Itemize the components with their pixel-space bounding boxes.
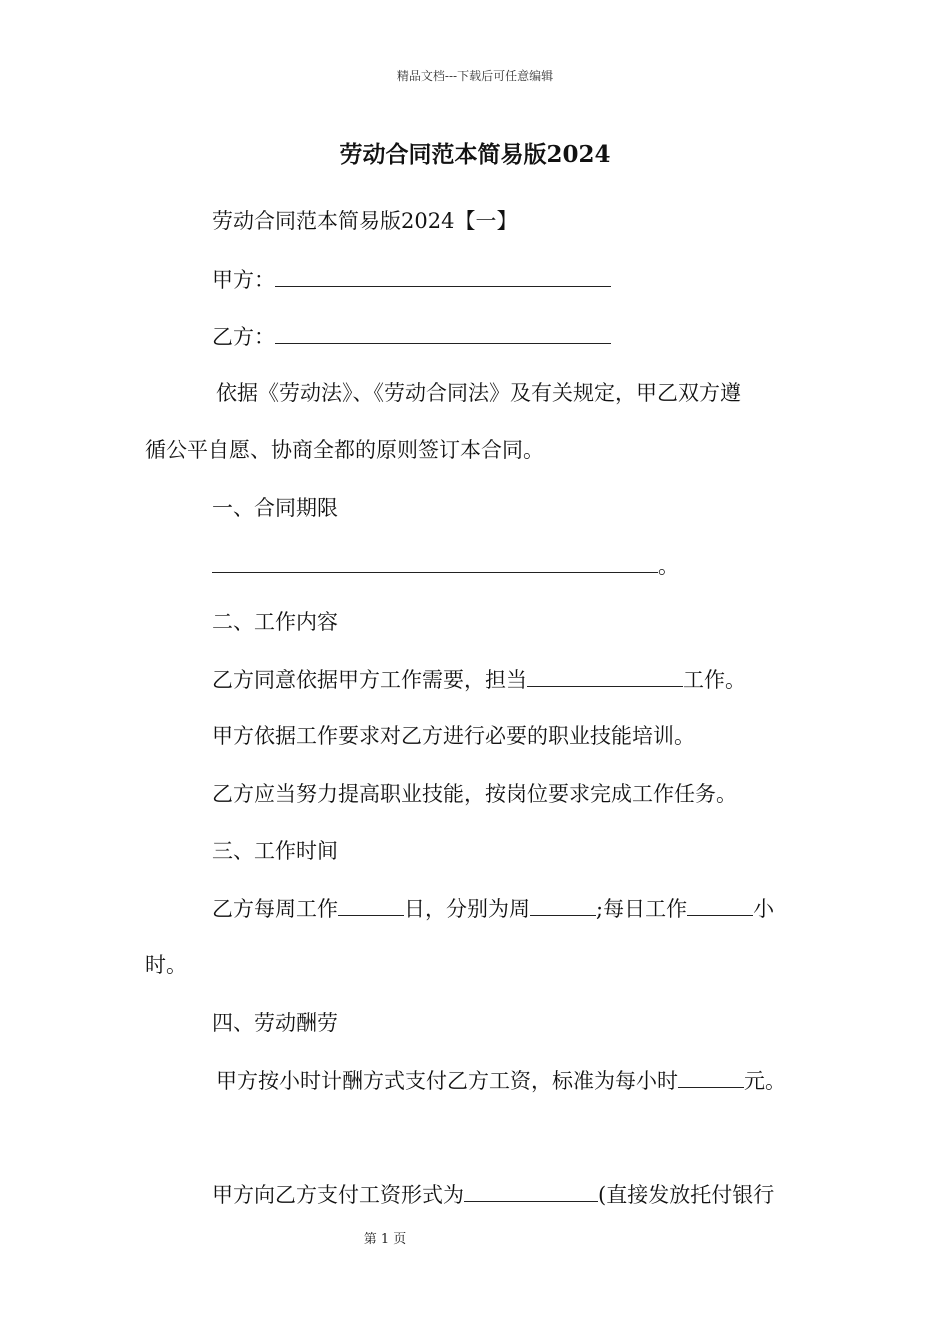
work-time-b: 日，分别为周 xyxy=(404,897,530,921)
intro-line-2 xyxy=(145,435,544,465)
work-content-p2-text: 甲方依据工作要求对乙方进行必要的职业技能培训。 xyxy=(212,724,695,748)
section-title xyxy=(212,206,517,236)
remuneration-p2-a: 甲方向乙方支付工资形式为 xyxy=(212,1183,464,1207)
contract-term-end: 。 xyxy=(658,554,679,578)
heading-work-time-text: 三、工作时间 xyxy=(212,839,338,863)
days-blank xyxy=(338,893,404,916)
heading-remuneration-text: 四、劳动酬劳 xyxy=(212,1011,338,1035)
heading-contract-term xyxy=(212,493,338,523)
intro-line-2-text: 循公平自愿、协商全都的原则签订本合同。 xyxy=(145,438,544,462)
section-title-text: 劳动合同范本简易版2024【一】 xyxy=(212,209,518,233)
work-time-d: 小 xyxy=(753,897,775,921)
page-footer: 第 1 页 xyxy=(363,1232,407,1247)
job-blank xyxy=(527,664,683,687)
party-a-line xyxy=(212,264,611,295)
party-b-blank xyxy=(275,321,611,344)
page-header: 精品文档---下载后可任意编辑 xyxy=(396,69,554,83)
work-time-e: 时。 xyxy=(145,953,187,977)
contract-term-blank xyxy=(212,550,658,573)
work-content-p2 xyxy=(212,721,695,751)
work-time-line-1 xyxy=(212,893,774,924)
work-content-p3-text: 乙方应当努力提高职业技能，按岗位要求完成工作任务。 xyxy=(212,782,737,806)
work-content-p1-a: 乙方同意依据甲方工作需要，担当 xyxy=(212,668,527,692)
remuneration-p2 xyxy=(212,1179,774,1210)
intro-line-1 xyxy=(216,378,741,408)
party-b-label: 乙方： xyxy=(212,325,275,349)
pay-method-blank xyxy=(464,1179,598,1202)
remuneration-p1-a: 甲方按小时计酬方式支付乙方工资，标准为每小时 xyxy=(216,1069,678,1093)
heading-work-content xyxy=(212,607,338,637)
work-time-a: 乙方每周工作 xyxy=(212,897,338,921)
document-title: 劳动合同范本简易版2024 xyxy=(339,141,611,168)
hourly-rate-blank xyxy=(678,1065,744,1088)
remuneration-p1 xyxy=(216,1065,786,1096)
work-time-line-2 xyxy=(145,950,187,980)
party-a-label: 甲方： xyxy=(212,268,275,292)
heading-remuneration xyxy=(212,1008,338,1038)
hours-blank xyxy=(687,893,753,916)
work-content-p1 xyxy=(212,664,746,695)
heading-contract-term-text: 一、合同期限 xyxy=(212,496,338,520)
work-content-p3 xyxy=(212,779,737,809)
remuneration-p1-b: 元。 xyxy=(744,1069,786,1093)
heading-work-content-text: 二、工作内容 xyxy=(212,610,338,634)
remuneration-p2-b: (直接发放托付银行 xyxy=(598,1183,775,1207)
party-b-line xyxy=(212,321,611,352)
heading-work-time xyxy=(212,836,338,866)
contract-term-line xyxy=(212,550,679,581)
party-a-blank xyxy=(275,264,611,287)
intro-line-1-text: 依据《劳动法》、《劳动合同法》及有关规定，甲乙双方遵 xyxy=(216,381,741,405)
work-content-p1-b: 工作。 xyxy=(683,668,746,692)
work-time-c: ;每日工作 xyxy=(596,897,688,921)
weekdays-blank xyxy=(530,893,596,916)
